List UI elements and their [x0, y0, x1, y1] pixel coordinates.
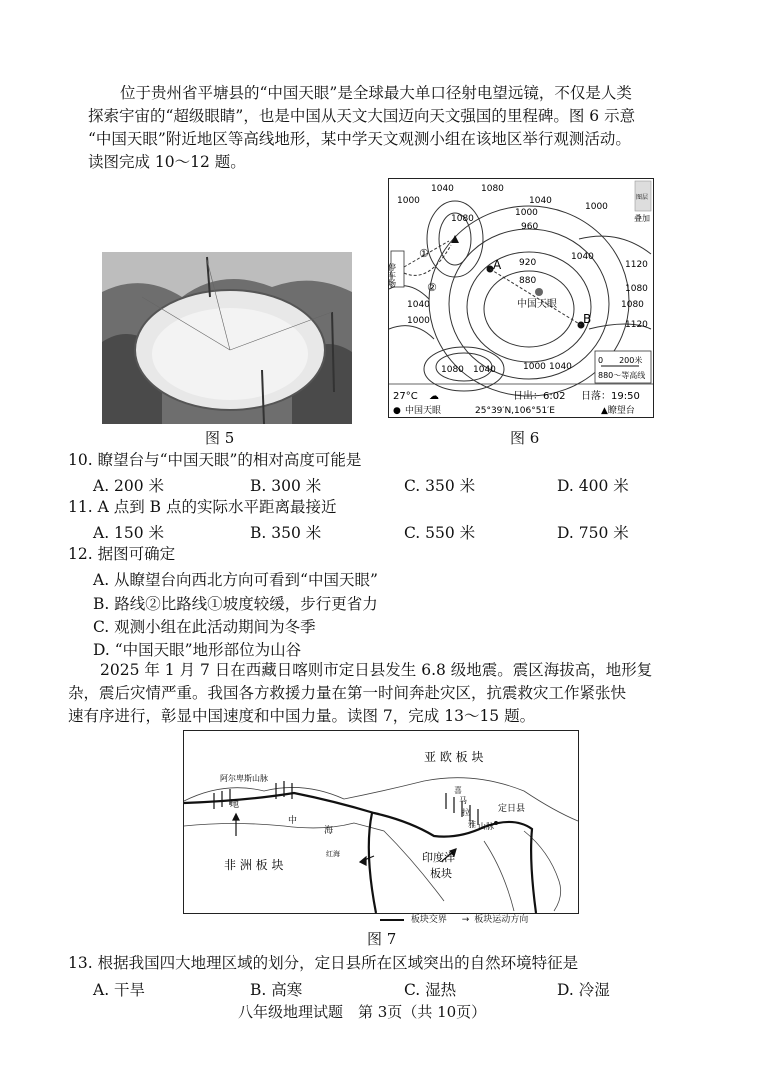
contour-label: 1000 — [515, 208, 538, 218]
di-label: 地 — [230, 800, 240, 810]
contour-label: 1000 — [523, 362, 546, 372]
q11-option-d: D. 750 米 — [557, 524, 629, 542]
q12-option-c: C. 观测小组在此活动期间为冬季 — [93, 618, 316, 636]
q12-option-a: A. 从瞭望台向西北方向可看到“中国天眼” — [93, 571, 378, 589]
intro-line-3: “中国天眼”附近地区等高线地形，某中学天文观测小组在该地区举行观测活动。 — [88, 130, 631, 148]
contour-label: 1080 — [625, 284, 648, 294]
route-2-label: ② — [427, 281, 437, 294]
q13-option-d: D. 冷湿 — [557, 981, 610, 999]
indian-plate-label-1: 印度洋 — [422, 851, 455, 864]
alps-label: 阿尔卑斯山脉 — [220, 774, 268, 783]
contour-label: 1040 — [473, 365, 496, 375]
q10-option-b: B. 300 米 — [250, 477, 322, 495]
location-pin-icon: ● — [393, 406, 401, 416]
zhong-label: 中 — [288, 816, 298, 826]
contour-label: 1080 — [441, 365, 464, 375]
q10-option-c: C. 350 米 — [404, 477, 476, 495]
intro2-line-3: 速有序进行，彰显中国速度和中国力量。读图 7，完成 13～15 题。 — [68, 707, 536, 725]
plate-motion-legend-label: 板块运动方向 — [474, 915, 529, 925]
fig6-label: 图 6 — [510, 429, 540, 447]
q13-option-a: A. 干旱 — [93, 981, 146, 999]
contour-label: 1120 — [625, 260, 648, 270]
q11-option-b: B. 350 米 — [250, 524, 322, 542]
fig7-label: 图 7 — [367, 930, 397, 948]
svg-text:A: A — [493, 258, 502, 272]
coords-text: 25°39′N,106°51′E — [475, 406, 555, 416]
sunrise-text: 日出：6:02 — [513, 391, 566, 402]
overlay-button: 叠加 — [634, 214, 650, 223]
weather-temp: 27°C — [393, 391, 418, 402]
scale-text: 0 200米 — [598, 356, 643, 365]
dingri-label: 定日县 — [498, 804, 526, 814]
q13-option-b: B. 高寒 — [250, 981, 303, 999]
plate-boundary-legend-label: 板块交界 — [410, 915, 447, 925]
q10-stem: 10. 瞭望台与“中国天眼”的相对高度可能是 — [68, 451, 362, 469]
himalaya-label: 喜 — [454, 786, 462, 795]
parking-label: 停车场 — [387, 263, 397, 287]
intro2-line-1: 2025 年 1 月 7 日在西藏日喀则市定日县发生 6.8 级地震。震区海拔高，地形复 — [100, 661, 653, 679]
fig6-contour-map — [388, 178, 654, 418]
intro-line-1: 位于贵州省平塘县的“中国天眼”是全球最大单口径射电望远镜，不仅是人类 — [120, 84, 632, 102]
africa-label: 非 洲 板 块 — [224, 858, 284, 872]
contour-label: 1080 — [621, 300, 644, 310]
contour-label: 1000 — [407, 316, 430, 326]
himalaya-label: 山脉 — [478, 822, 494, 831]
q10-option-a: A. 200 米 — [93, 477, 165, 495]
q12-option-d: D. “中国天眼”地形部位为山谷 — [93, 641, 302, 659]
eurasia-label: 亚 欧 板 块 — [424, 750, 484, 764]
q11-stem: 11. A 点到 B 点的实际水平距离最接近 — [68, 498, 337, 516]
route-1-label: ① — [419, 247, 429, 260]
contour-label: 880 — [519, 276, 537, 286]
fig7-legend — [380, 912, 580, 926]
q11-option-a: A. 150 米 — [93, 524, 165, 542]
contour-label: 1040 — [571, 252, 594, 262]
q12-option-b: B. 路线②比路线①坡度较缓，步行更省力 — [93, 595, 378, 613]
contour-label: 1000 — [585, 202, 608, 212]
fast-label: 中国天眼 — [517, 299, 557, 310]
lookout-legend: ▲瞭望台 — [601, 406, 635, 416]
contour-label: 1120 — [625, 320, 648, 330]
plate-boundary-line — [184, 793, 536, 913]
contour-label: 1080 — [481, 184, 504, 194]
dingri-marker — [494, 821, 498, 825]
q11-option-c: C. 550 米 — [404, 524, 476, 542]
contour-label: 1040 — [431, 184, 454, 194]
intro-line-2: 探索宇宙的“超级眼睛”，也是中国从天文大国迈向天文强国的里程碑。图 6 示意 — [88, 107, 636, 125]
plate-motion-arrow-icon: → — [461, 915, 470, 925]
svg-text:B: B — [583, 312, 592, 326]
q10-option-d: D. 400 米 — [557, 477, 629, 495]
himalaya-label: 马 — [459, 796, 467, 805]
contour-label: 1040 — [529, 196, 552, 206]
intro-line-4: 读图完成 10～12 题。 — [88, 153, 246, 171]
contour-label: 1040 — [407, 300, 430, 310]
lookout-triangle — [451, 235, 459, 243]
location-name: 中国天眼 — [405, 406, 442, 416]
fast-telescope-photo — [102, 252, 352, 424]
hai-label: 海 — [324, 826, 334, 836]
contour-label: 920 — [519, 258, 537, 268]
himalaya-label: 雅 — [468, 820, 476, 829]
page-footer: 八年级地理试题 第 3页（共 10页） — [238, 1003, 487, 1021]
intro2-line-2: 杂，震后灾情严重。我国各方救援力量在第一时间奔赴灾区，抗震救灾工作紧张快 — [68, 684, 627, 702]
q13-option-c: C. 湿热 — [404, 981, 457, 999]
sunset-text: 日落：19:50 — [581, 391, 640, 402]
fig7-plate-map — [183, 730, 579, 914]
contour-label: 1040 — [549, 362, 572, 372]
red-sea-label: 红海 — [326, 850, 340, 858]
contour-label: 1000 — [397, 196, 420, 206]
himalaya-label: 拉 — [462, 808, 470, 817]
contour-label: 960 — [521, 222, 539, 232]
indian-plate-label-2: 板块 — [430, 867, 452, 880]
q13-stem: 13. 根据我国四大地理区域的划分，定日县所在区域突出的自然环境特征是 — [68, 954, 579, 972]
plate-boundary-legend-swatch — [380, 919, 404, 921]
cloud-icon: ☁ — [429, 391, 439, 402]
contour-legend: 880～等高线 — [598, 371, 646, 380]
fast-location-marker — [535, 288, 543, 296]
contour-label: 1080 — [451, 214, 474, 224]
layer-button: 图层 — [636, 194, 649, 201]
fig5-label: 图 5 — [205, 429, 235, 447]
q12-stem: 12. 据图可确定 — [68, 545, 176, 563]
